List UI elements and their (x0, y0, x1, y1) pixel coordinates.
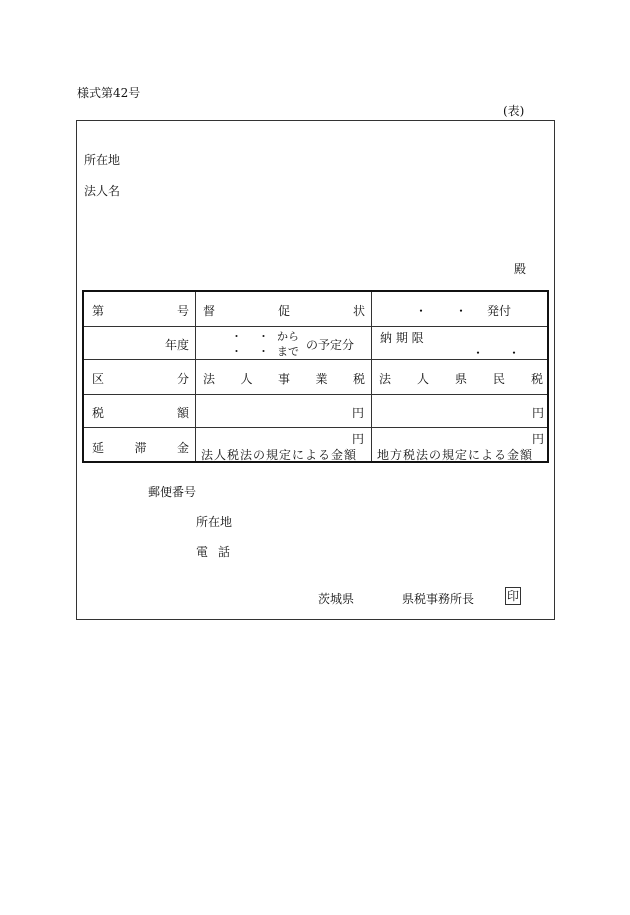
addressee-name-label: 法人名 (84, 184, 121, 198)
due-date-dots: ・ ・ (472, 346, 521, 360)
tax-amount-yen-enterprise: 円 (352, 406, 365, 420)
period-to: ・ ・ まで (231, 345, 299, 358)
period-from: ・ ・ から (231, 330, 299, 343)
corporate-prefectural-tax: 法 人 県 民 税 (379, 372, 543, 386)
honorific: 殿 (514, 262, 527, 276)
office-title: 県税事務所長 (402, 592, 475, 606)
tax-amount-label: 税 額 (92, 406, 189, 420)
issue-date: ・ ・ 発付 (415, 304, 512, 318)
postal-code-label: 郵便番号 (148, 485, 197, 499)
due-date-label: 納 期 限 (380, 331, 424, 345)
addressee-address-label: 所在地 (84, 153, 121, 167)
seal-mark: 印 (506, 589, 519, 603)
tax-table (82, 290, 549, 463)
late-fee-yen-enterprise: 円 (352, 432, 365, 446)
late-fee-note-corporate-tax-law: 法人税法の規定による金額 (201, 448, 358, 462)
late-fee-yen-prefectural: 円 (532, 432, 545, 446)
late-fee-note-local-tax-law: 地方税法の規定による金額 (377, 448, 534, 462)
tax-amount-yen-prefectural: 円 (532, 406, 545, 420)
late-fee-label: 延 滞 金 (92, 441, 189, 455)
form-number: 様式第42号 (77, 86, 141, 100)
dunning-title: 督 促 状 (203, 304, 365, 318)
prefecture-name: 茨城県 (318, 592, 355, 606)
category-label: 区 分 (92, 372, 189, 386)
fiscal-year-label: 年度 (165, 338, 190, 352)
scheduled-label: の予定分 (306, 338, 355, 352)
issuer-address-label: 所在地 (196, 515, 233, 529)
phone-label: 電 話 (196, 545, 231, 559)
side-label: (表) (503, 104, 525, 118)
corporate-enterprise-tax: 法 人 事 業 税 (203, 372, 365, 386)
number-cell: 第 号 (92, 304, 189, 318)
